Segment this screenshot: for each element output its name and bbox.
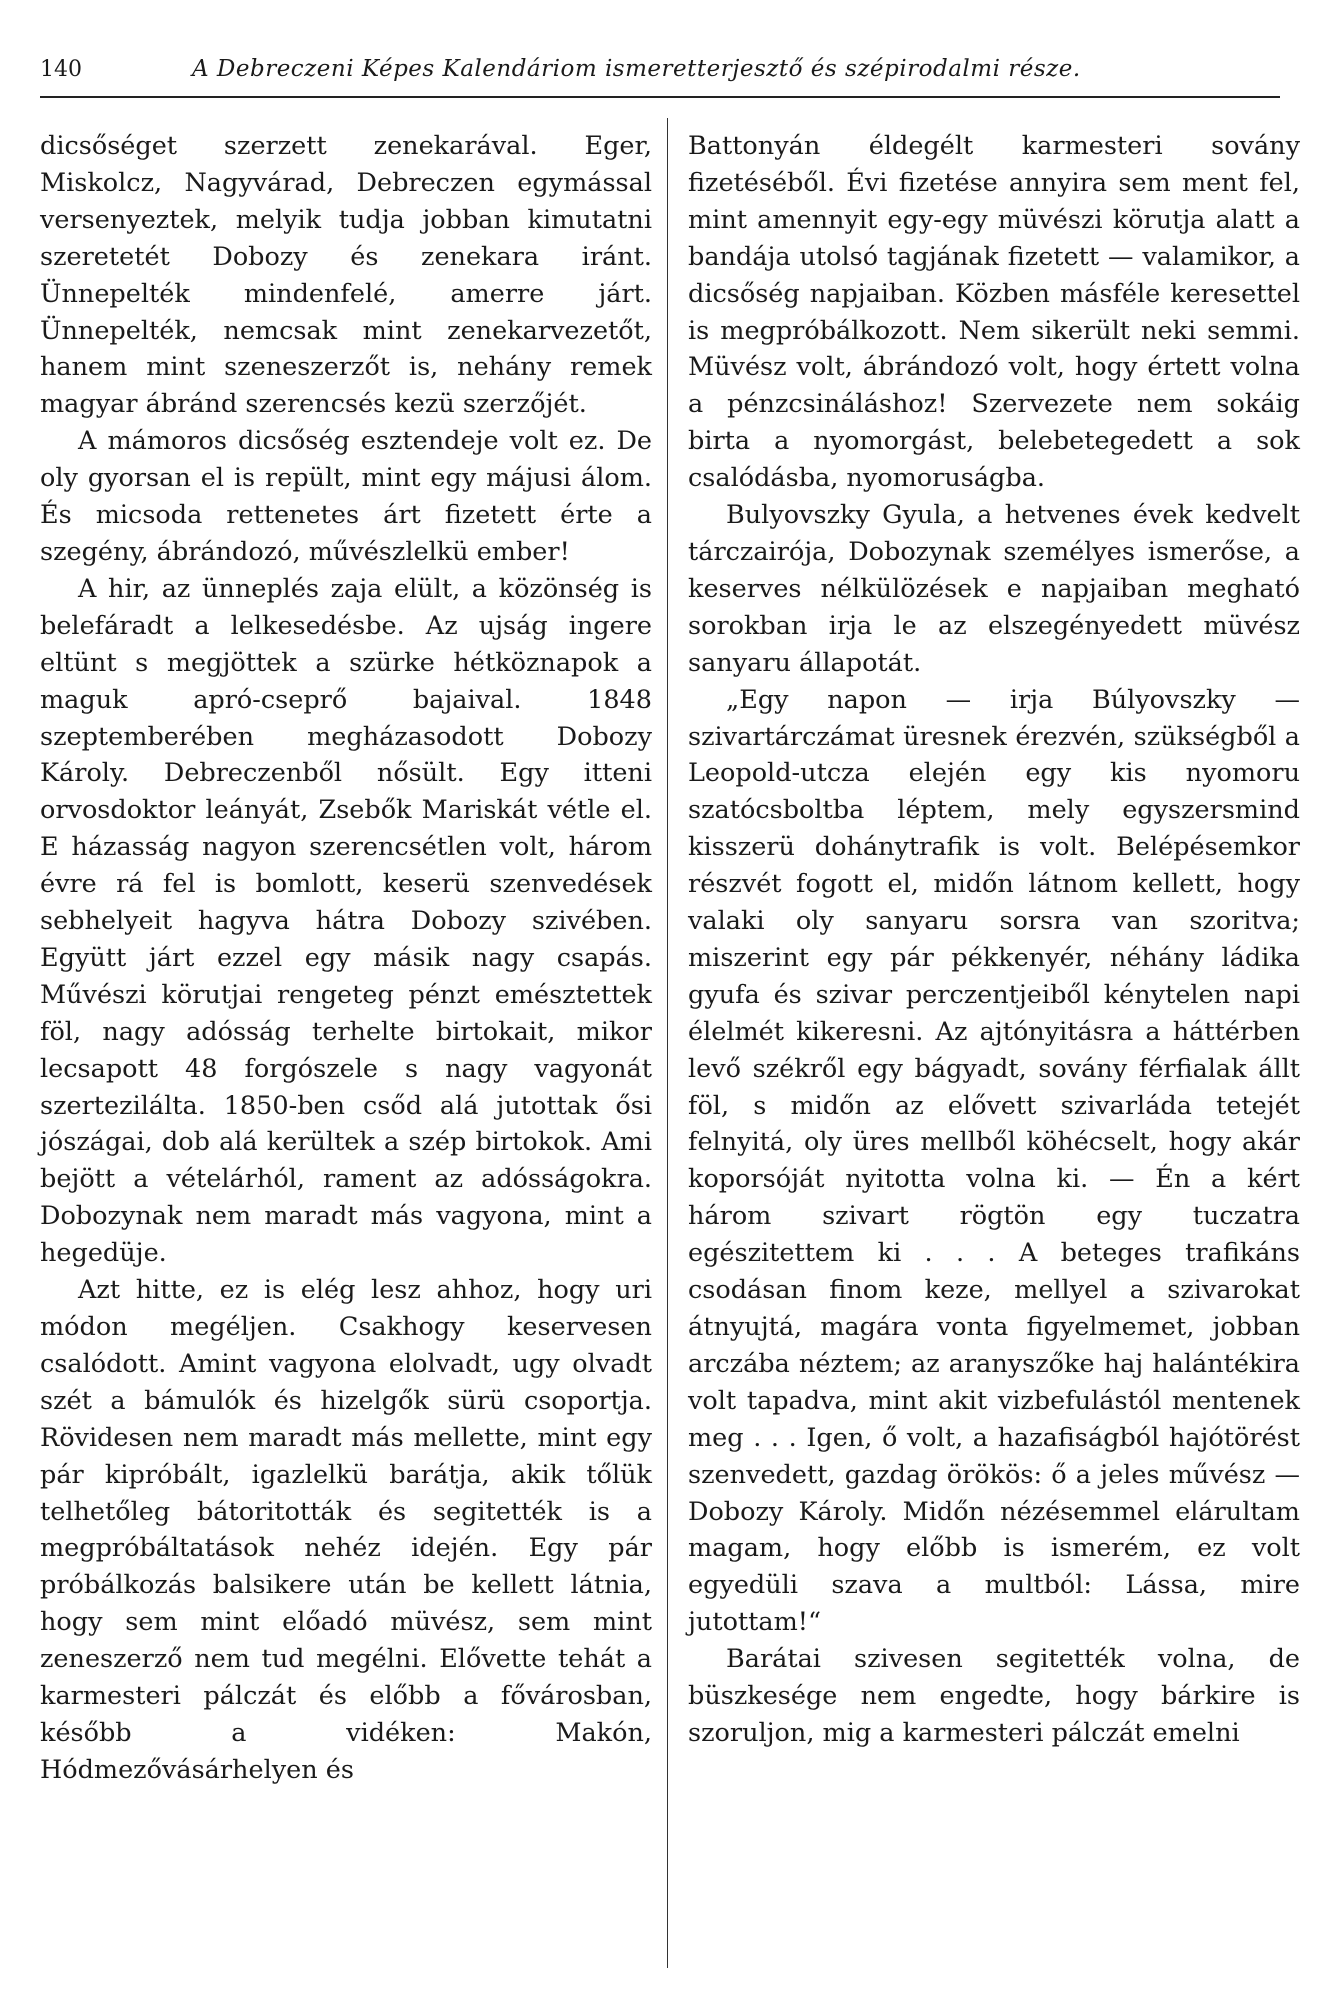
paragraph: A hir, az ünneplés zaja elült, a közönség is belefáradt a lelkesedésbe. Az ujság ingere eltünt s megjöttek a szürke hétköznapok a maguk apró-cseprő bajaival. 1848 szeptemberében megházasodott Dobozy Károly. Debreczenből nősült. Egy itteni orvosdoktor leányát, Zsebők Mariskát vétle el. E házasság nagyon szerencsétlen volt, három évre rá fel is bomlott, keserü szenvedések sebhelyeit hagyva hátra Dobozy szivében. Együtt járt ezzel egy másik nagy csapás. Művészi körutjai rengeteg pénzt emésztettek föl, nagy adósság terhelte birtokait, mikor lecsapott 48 forgószele s nagy vagyonát szertezilálta. 1850-ben csőd alá jutottak ősi jószágai, dob alá kerültek a szép birtokok. Ami bejött a vételárhól, rament az adósságokra. Dobozynak nem maradt más vagyona, mint a hegedüje. — [40, 573, 652, 1269]
paragraph: A mámoros dicsőség esztendeje volt ez. De oly gyorsan el is repült, mint egy májusi álom. És micsoda rettenetes árt fizetett érte a szegény, ábrándozó, művészlelkü ember! — [40, 426, 652, 567]
running-head: A Debreczeni Képes Kalendáriom ismeretterjesztő és szépirodalmi része. — [192, 56, 1081, 82]
paragraph: „Egy napon — irja Búlyovszky — szivartárczámat üresnek érezvén, szükségből a Leopold-utcza elején egy kis nyomoru szatócsboltba léptem, mely egyszersmind kisszerü dohánytrafik is volt. Belépésemkor részvét fogott el, midőn látnom kellett, hogy valaki oly sanyaru sorsra van szoritva; miszerint egy pár pékkenyér, néhány ládika gyufa és szivar perczentjeiből kénytelen napi élelmét kikeresni. Az ajtónyitásra a háttérben levő székről egy bágyadt, sovány férfialak állt föl, s midőn az elővett szivarláda tetejét felnyitá, oly üres mellből köhécselt, hogy akár koporsóját nyitotta volna ki. — Én a kért három szivart rögtön egy tuczatra egészitettem ki . . . A beteges trafikáns csodásan finom keze, mellyel a szivarokat átnyujtá, magára vonta figyelmemet, jobban arczába néztem; az aranyszőke haj halántékira volt tapadva, mint akit vizbefulástól mentenek meg . . . Igen, ő volt, a hazafiságból hajótörést szenvedett, gazdag örökös: ő a jeles művész — Dobozy Károly. Midőn nézésemmel elárultam magam, hogy előbb is ismerém, ez volt egyedüli szava a multból: Lássa, mire jutottam!“ — [688, 684, 1300, 1638]
left-column — [40, 128, 652, 1789]
page-number: 140 — [40, 57, 82, 82]
paragraph: Barátai szivesen segitették volna, de büszkesége nem engedte, hogy bárkire is szoruljon, mig a karmesteri pálczát emelni — [688, 1644, 1300, 1748]
paragraph: Battonyán éldegélt karmesteri sovány fizetéséből. Évi fizetése annyira sem ment fel, mint amennyit egy-egy müvészi körutja alatt a bandája utolsó tagjának fizetett — valamikor, a dicsőség napjaiban. Közben másféle keresettel is megpróbálkozott. Nem sikerült neki semmi. Müvész volt, ábrándozó volt, hogy értett volna a pénzcsináláshoz! Szervezete nem sokáig birta a nyomorgást, belebetegedett a sok csalódásba, nyomoruságba. — [688, 131, 1300, 494]
paragraph: dicsőséget szerzett zenekarával. Eger, Miskolcz, Nagyvárad, Debreczen egymással versenyeztek, melyik tudja jobban kimutatni szeretetét Dobozy és zenekara iránt. Ünnepelték mindenfelé, amerre járt. Ünnepelték, nemcsak mint zenekarvezetőt, hanem mint szeneszerzőt is, nehány remek magyar ábránd szerencsés kezü szerzőjét. — [40, 131, 652, 420]
paragraph: Azt hitte, ez is elég lesz ahhoz, hogy uri módon megéljen. Csakhogy keservesen csalódott. Amint vagyona elolvadt, ugy olvadt szét a bámulók és hizelgők sürü csoportja. Rövidesen nem maradt más mellette, mint egy pár kipróbált, igazlelkü barátja, akik tőlük telhetőleg bátoritották és segitették is a megpróbáltatások nehéz idején. Egy pár próbálkozás balsikere után be kellett látnia, hogy sem mint előadó müvész, sem mint zeneszerző nem tud megélni. Elővette tehát a karmesteri pálczát és előbb a fővárosban, később a vidéken: Makón, Hódmezővásárhelyen és — [40, 1275, 652, 1785]
header-rule — [40, 96, 1280, 98]
column-divider — [667, 118, 668, 1968]
page-header — [40, 56, 1280, 82]
paragraph: Bulyovszky Gyula, a hetvenes évek kedvelt tárczairója, Dobozynak személyes ismerőse, a keserves nélkülözések e napjaiban megható sorokban irja le az elszegényedett müvész sanyaru állapotát. — [688, 500, 1300, 678]
right-column — [688, 128, 1300, 1752]
